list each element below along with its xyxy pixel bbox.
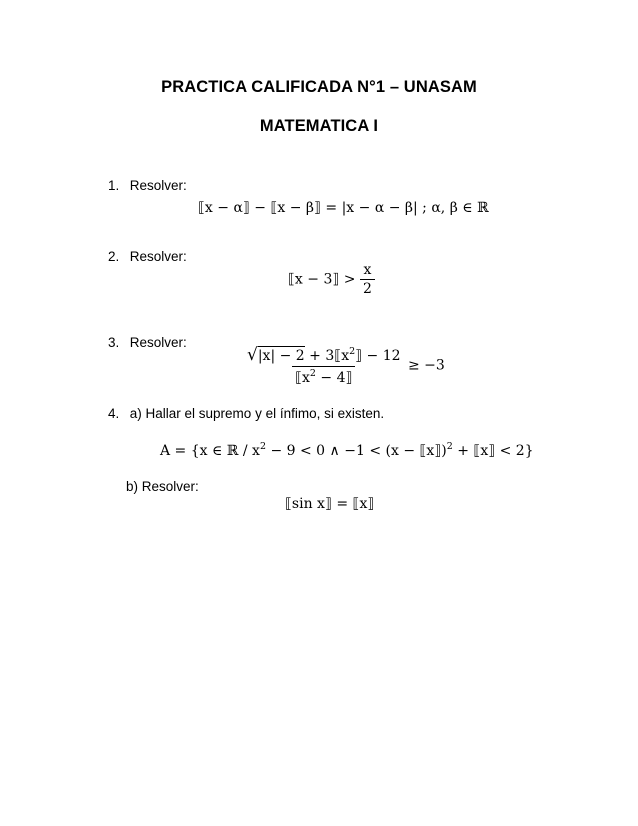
problem-3-numerator-tail: ⟧ − 12 [355,348,401,364]
problem-3-fraction-numerator [244,345,404,366]
problem-3-radicand: |x| − 2 [257,348,305,364]
problem-2-fraction-numerator: x [363,262,372,278]
problem-3-label [108,335,187,350]
document-title: PRACTICA CALIFICADA N°1 – UNASAM [161,78,477,96]
problem-2-lhs: ⟦x − 3⟧ > [288,271,356,288]
problem-3-denominator-exponent: 2 [309,368,316,379]
problem-4a-set-definition [160,441,534,459]
problem-1-equation: ⟦x − α⟧ − ⟦x − β⟧ = |x − α − β| ; α, β ∈ ℝ [198,200,489,216]
problem-2-fraction [360,262,375,297]
problem-3-inequality [244,345,445,386]
problem-3-radical [247,345,305,365]
problem-3-instruction: Resolver: [129,335,187,350]
problem-2-instruction: Resolver: [129,249,187,264]
square-root-icon: √ [247,345,258,365]
problem-3-denominator-head: ⟦x [295,370,310,386]
problem-2-fraction-denominator: 2 [360,279,375,297]
problem-2-number: 2. [108,249,120,264]
problem-4-label [108,406,384,421]
problem-3-numerator-exponent: 2 [349,346,356,357]
problem-4a-part-3: + ⟦x⟧ < 2} [452,443,534,459]
problem-4-number: 4. [108,406,120,421]
problem-3-denominator-tail: − 4⟧ [315,370,353,386]
problem-4b-equation: ⟦sin x⟧ = ⟦x⟧ [285,496,375,512]
problem-3-number: 3. [108,335,120,350]
problem-3-numerator-rest: + 3⟦x [309,348,350,364]
problem-3-rhs: ≥ −3 [407,357,445,374]
problem-2-label [108,249,187,264]
problem-3-fraction [244,345,404,386]
problem-2-inequality [288,262,375,297]
problem-3-fraction-denominator [292,366,355,386]
problem-4a-part-2: − 9 < 0 ∧ −1 < (x − ⟦x⟧) [266,443,447,459]
problem-1-number: 1. [108,178,120,193]
problem-4a-instruction: a) Hallar el supremo y el ínfimo, si existen. [129,406,385,421]
problem-4b-instruction: b) Resolver: [126,479,199,494]
problem-4a-part-1: A = {x ∈ ℝ / x [160,443,260,459]
problem-4a-exponent-1: 2 [259,441,267,452]
problem-4a-exponent-2: 2 [446,441,453,452]
problem-1-label [108,178,187,193]
document-subtitle: MATEMATICA I [259,117,379,135]
problem-1-instruction: Resolver: [129,178,187,193]
